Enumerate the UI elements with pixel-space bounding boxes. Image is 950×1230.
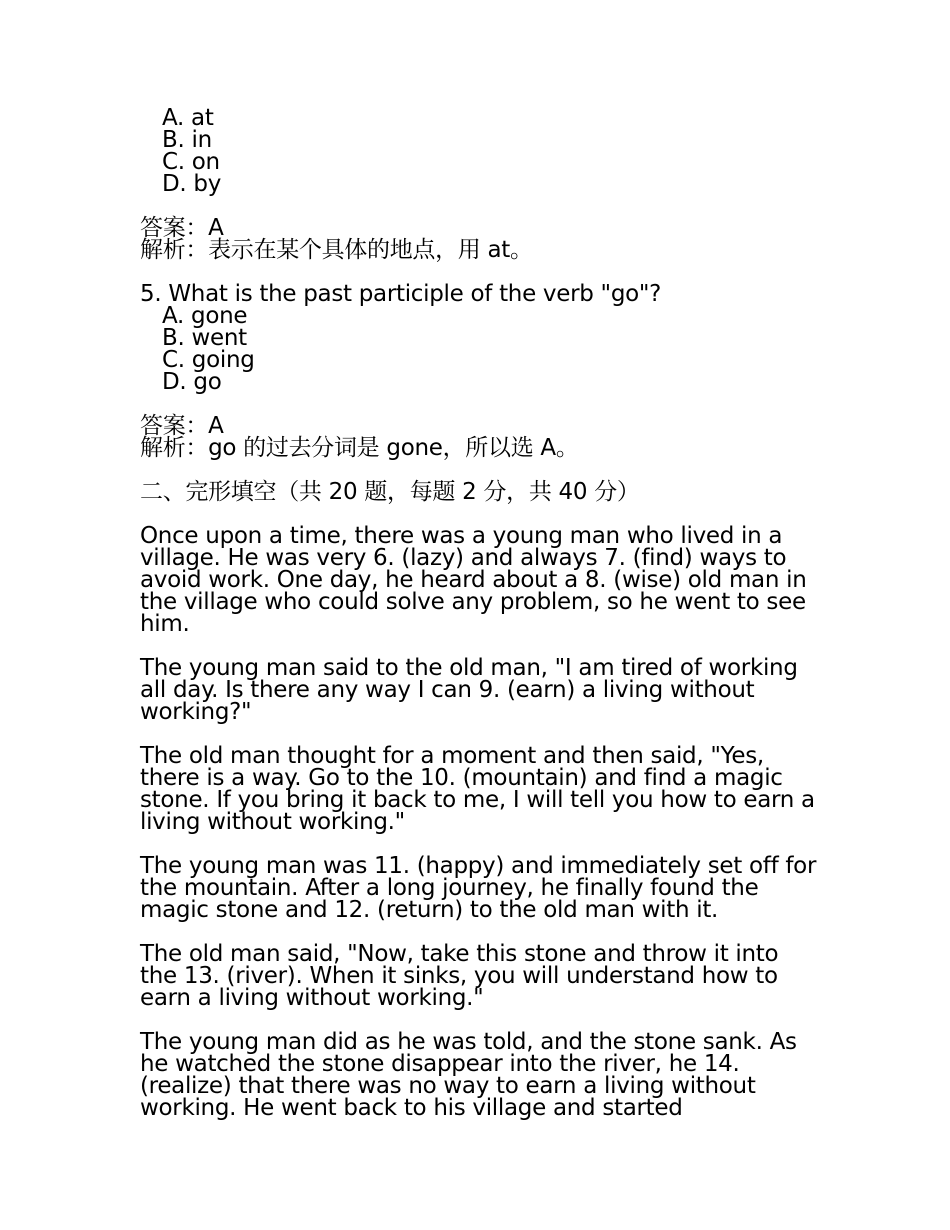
q4-answer: 答案：A bbox=[140, 215, 224, 241]
passage-paragraph-1: Once upon a time, there was a young man who lived in a village. He was very 6. (lazy) and always 7. (find) ways to avoid work. One day, he heard about a 8. (wise) old man in the village who could solve any problem, so he went to see him. bbox=[140, 523, 807, 637]
passage-paragraph-4: The young man was 11. (happy) and immediately set off for the mountain. After a long journey, he finally found the magic stone and 12. (return) to the old man with it. bbox=[140, 853, 817, 923]
q5-option-c: C. going bbox=[162, 347, 255, 373]
q4-option-b: B. in bbox=[162, 127, 212, 153]
q4-explanation: 解析：表示在某个具体的地点，用 at。 bbox=[140, 237, 533, 263]
q5-option-d: D. go bbox=[162, 369, 222, 395]
q4-option-d: D. by bbox=[162, 171, 222, 197]
document-page bbox=[140, 107, 820, 1119]
q5-explanation: 解析：go 的过去分词是 gone，所以选 A。 bbox=[140, 435, 579, 461]
q4-option-c: C. on bbox=[162, 149, 220, 175]
passage-paragraph-3: The old man thought for a moment and then said, "Yes, there is a way. Go to the 10. (mountain) and find a magic stone. If you bring it back to me, I will tell you how to earn a living without working." bbox=[140, 743, 815, 835]
q5-option-a: A. gone bbox=[162, 303, 248, 329]
q5-question: 5. What is the past participle of the verb "go"? bbox=[140, 281, 662, 307]
passage-paragraph-6: The young man did as he was told, and the stone sank. As he watched the stone disappear into the river, he 14. (realize) that there was no way to earn a living without working. He went back to his village and started bbox=[140, 1029, 797, 1121]
q5-answer: 答案：A bbox=[140, 413, 224, 439]
q4-option-a: A. at bbox=[162, 105, 214, 131]
passage-paragraph-2: The young man said to the old man, "I am tired of working all day. Is there any way I can 9. (earn) a living without working?" bbox=[140, 655, 798, 725]
q5-option-b: B. went bbox=[162, 325, 247, 351]
section-heading: 二、完形填空（共 20 题，每题 2 分，共 40 分） bbox=[140, 479, 640, 505]
passage-paragraph-5: The old man said, "Now, take this stone and throw it into the 13. (river). When it sinks, you will understand how to earn a living without working." bbox=[140, 941, 779, 1011]
